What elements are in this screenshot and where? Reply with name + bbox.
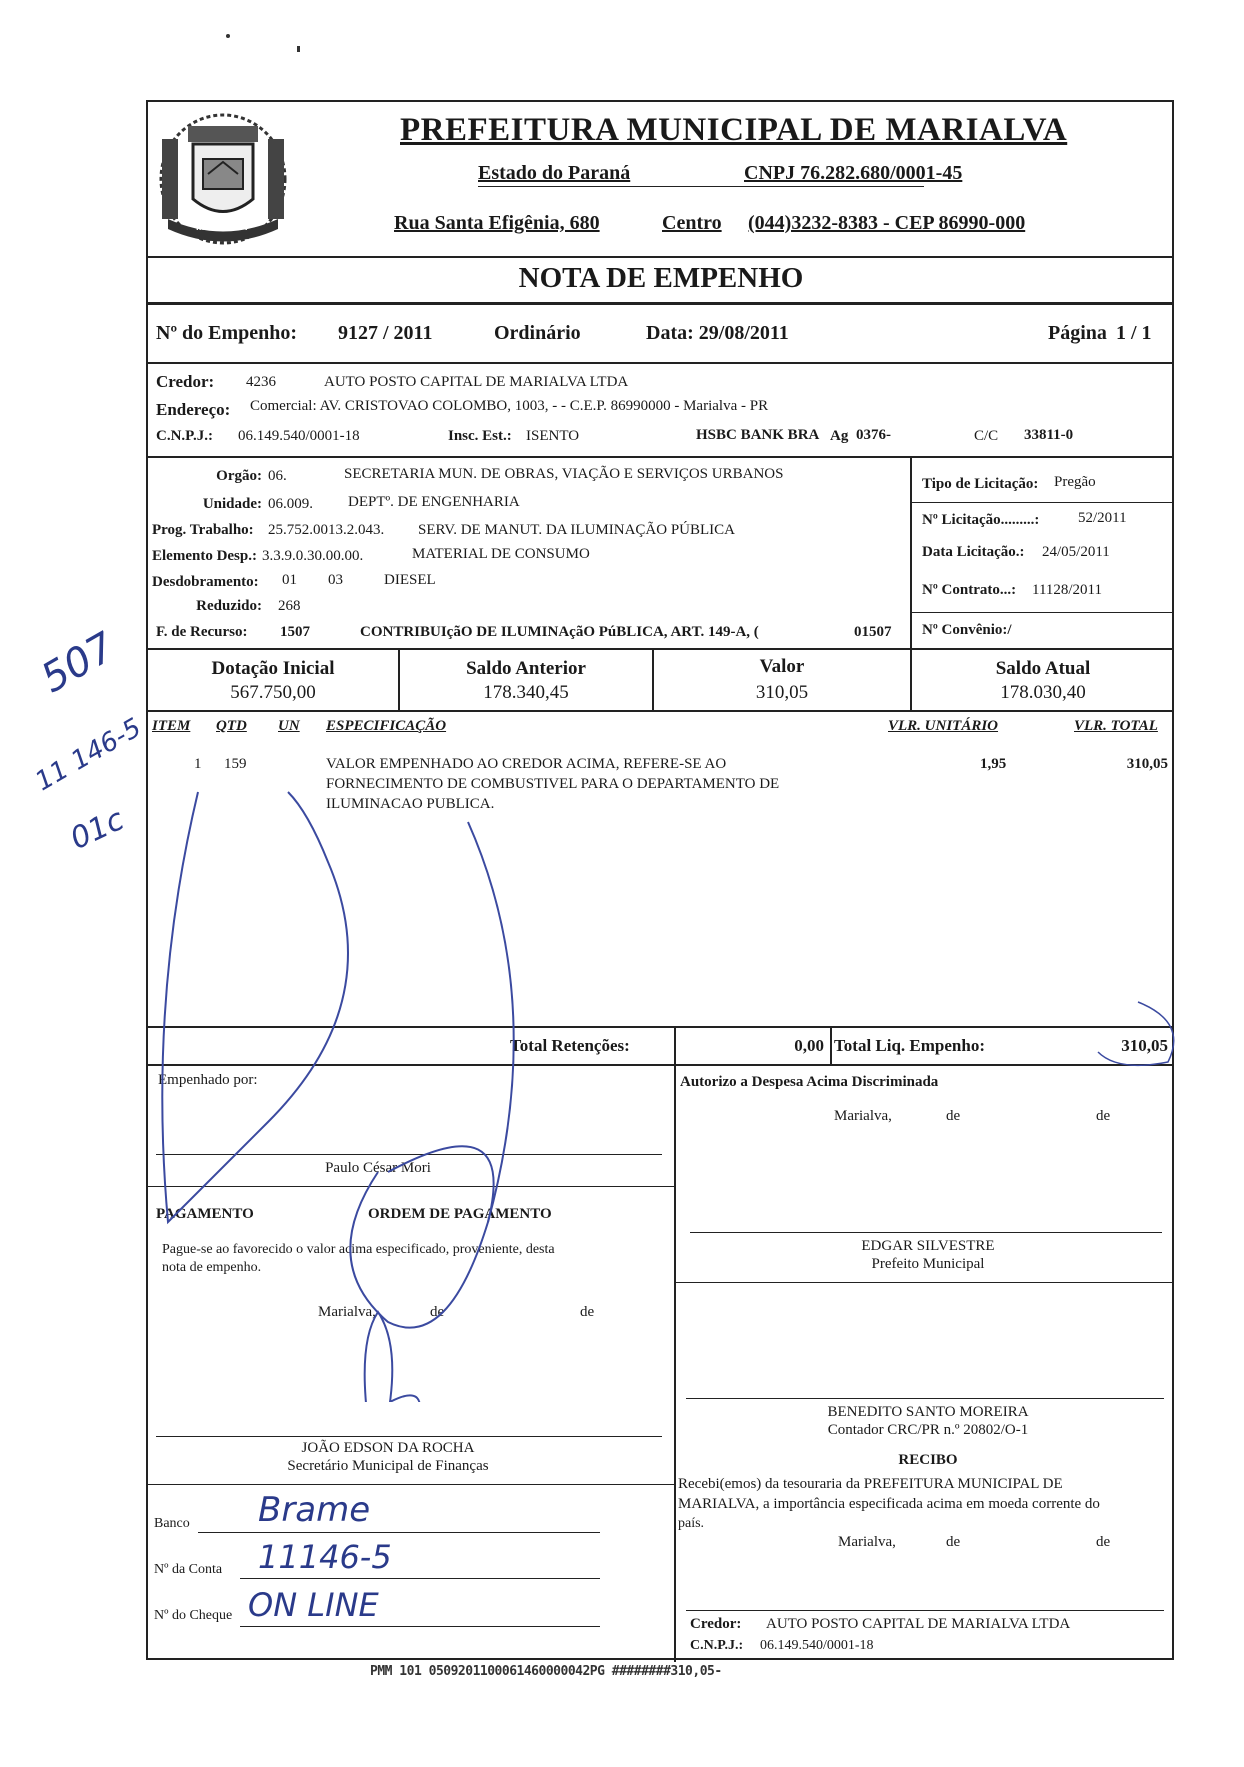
stray-mark: [297, 46, 300, 52]
doc-title: NOTA DE EMPENHO: [518, 262, 804, 294]
prog-code: 25.752.0013.2.043.: [268, 522, 385, 538]
orgao-name: SECRETARIA MUN. DE OBRAS, VIAÇÃO E SERVIÇOS URBANOS: [344, 466, 784, 482]
recurso-code: 1507: [280, 624, 310, 640]
autorizo-de2: de: [1096, 1108, 1111, 1124]
dotacao-value: 567.750,00: [230, 682, 316, 703]
pagamento-label: PAGAMENTO: [156, 1206, 254, 1222]
cheque-handwritten: ON LINE: [248, 1586, 379, 1624]
saldo-anterior-label: Saldo Anterior: [466, 658, 586, 679]
insc-value: ISENTO: [526, 428, 580, 444]
valor-label: Valor: [759, 656, 805, 677]
header-neighborhood: Centro: [662, 212, 722, 234]
header-address: Rua Santa Efigênia, 680: [394, 212, 600, 234]
saldo-anterior-value: 178.340,45: [483, 682, 569, 703]
recurso-name: CONTRIBUIçãO DE ILUMINAçãO PúBLICA, ART. 149-A, (: [360, 624, 759, 640]
account-value: 33811-0: [1024, 427, 1074, 443]
signature-line: [156, 1436, 662, 1437]
ordem-pagamento-label: ORDEM DE PAGAMENTO: [368, 1206, 552, 1222]
col-qtd: QTD: [216, 718, 247, 734]
banco-handwritten: Brame: [258, 1490, 371, 1530]
empenho-number: 9127 / 2011: [338, 322, 433, 344]
page-value: 1 / 1: [1116, 322, 1152, 344]
convenio-label: Nº Convênio:/: [922, 622, 1012, 638]
retencoes-label: Total Retenções:: [510, 1036, 630, 1055]
cnpj-value: 06.149.540/0001-18: [238, 428, 360, 444]
tipo-licitacao-label: Tipo de Licitação:: [922, 476, 1039, 492]
reduzido-label: Reduzido:: [196, 598, 262, 614]
conta-handwritten: 11146-5: [258, 1538, 392, 1576]
recibo-line3: país.: [678, 1516, 705, 1531]
elemento-label: Elemento Desp.:: [152, 548, 257, 564]
item-spec-line2: FORNECIMENTO DE COMBUSTIVEL PARA O DEPARTAMENTO DE: [326, 776, 780, 792]
conta-label: Nº da Conta: [154, 1562, 223, 1577]
margin-note-3: 01c: [65, 802, 130, 857]
page-label: Página: [1048, 322, 1107, 344]
autorizo-label: Autorizo a Despesa Acima Discriminada: [680, 1074, 939, 1090]
pagamento-de2: de: [580, 1304, 595, 1320]
divider: [912, 612, 1174, 613]
reduzido-value: 268: [278, 598, 301, 614]
desdobramento-label: Desdobramento:: [152, 574, 259, 590]
divider: [910, 456, 912, 648]
secretario-name: JOÃO EDSON DA ROCHA: [301, 1440, 475, 1456]
col-un: UN: [278, 718, 300, 734]
recibo-de1: de: [946, 1534, 961, 1550]
credor-label: Credor:: [156, 372, 215, 391]
divider: [148, 256, 1174, 258]
valor-value: 310,05: [755, 682, 809, 703]
recibo-cnpj-value: 06.149.540/0001-18: [760, 1638, 874, 1653]
header-phone-cep: (044)3232-8383 - CEP 86990-000: [748, 212, 1026, 234]
header-state: Estado do Paraná: [478, 162, 631, 184]
desdobramento-code2: 03: [328, 572, 343, 588]
item-number: 1: [194, 756, 202, 772]
recibo-cnpj-label: C.N.P.J.:: [690, 1638, 744, 1653]
empenhado-label: Empenhado por:: [158, 1072, 258, 1088]
empenho-type: Ordinário: [494, 322, 581, 344]
cheque-label: Nº do Cheque: [154, 1608, 233, 1623]
data-licitacao-label: Data Licitação.:: [922, 544, 1025, 560]
divider: [148, 362, 1174, 364]
account-label: C/C: [974, 428, 999, 444]
pagamento-place: Marialva,: [318, 1304, 376, 1320]
pague-line2: nota de empenho.: [162, 1260, 262, 1275]
saldo-atual-value: 178.030,40: [1000, 682, 1086, 703]
municipal-seal: [148, 104, 298, 254]
bank-name: HSBC BANK BRA: [696, 427, 820, 443]
divider: [148, 648, 1174, 650]
credor-name: AUTO POSTO CAPITAL DE MARIALVA LTDA: [324, 374, 629, 390]
empenho-label: Nº do Empenho:: [156, 322, 298, 344]
col-item: ITEM: [152, 718, 191, 734]
retencoes-value: 0,00: [794, 1036, 824, 1055]
elemento-name: MATERIAL DE CONSUMO: [412, 546, 590, 562]
insc-label: Insc. Est.:: [448, 428, 512, 444]
recibo-title: RECIBO: [898, 1452, 958, 1468]
margin-note-2: 11 146-5: [30, 712, 147, 798]
pagamento-de1: de: [430, 1304, 445, 1320]
nota-de-empenho-document: [146, 100, 1174, 1660]
cnpj-label: C.N.P.J.:: [156, 428, 213, 444]
handwritten-signature-marks: [128, 702, 1188, 1402]
desdobramento-name: DIESEL: [384, 572, 436, 588]
item-unit-value: 1,95: [980, 756, 1007, 772]
prefeito-name: EDGAR SILVESTRE: [861, 1238, 995, 1254]
footer-machine-code: PMM 101 0509201100061460000042PG ########310,05-: [370, 1664, 722, 1679]
cheque-line: [240, 1626, 600, 1627]
credor-code: 4236: [246, 374, 276, 390]
divider: [148, 456, 1174, 458]
orgao-label: Orgão:: [216, 468, 262, 484]
desdobramento-code1: 01: [282, 572, 297, 588]
num-licitacao-label: Nº Licitação.........:: [922, 512, 1040, 528]
recibo-de2: de: [1096, 1534, 1111, 1550]
contador-name: BENEDITO SANTO MOREIRA: [827, 1404, 1029, 1420]
elemento-code: 3.3.9.0.30.00.00.: [262, 548, 364, 564]
tipo-licitacao-value: Pregão: [1054, 474, 1096, 490]
contador-title: Contador CRC/PR n.º 20802/O-1: [827, 1422, 1029, 1438]
item-qtd: 159: [224, 756, 247, 772]
liq-empenho-label: Total Liq. Empenho:: [834, 1036, 985, 1055]
agency-value: 0376-: [856, 427, 891, 443]
unidade-code: 06.009.: [268, 496, 313, 512]
num-licitacao-value: 52/2011: [1078, 510, 1127, 526]
col-vlr-total: VLR. TOTAL: [1074, 718, 1158, 734]
prefeito-title: Prefeito Municipal: [871, 1256, 985, 1272]
divider: [148, 302, 1174, 305]
data-licitacao-value: 24/05/2011: [1042, 544, 1110, 560]
conta-line: [240, 1578, 600, 1579]
item-total-value: 310,05: [1126, 756, 1168, 772]
prog-label: Prog. Trabalho:: [152, 522, 254, 538]
contrato-value: 11128/2011: [1032, 582, 1102, 598]
orgao-code: 06.: [268, 468, 287, 484]
item-spec-line1: VALOR EMPENHADO AO CREDOR ACIMA, REFERE-SE AO: [326, 756, 727, 772]
empenho-date: Data: 29/08/2011: [646, 322, 789, 344]
recurso-code2: 01507: [854, 624, 892, 640]
endereco-value: Comercial: AV. CRISTOVAO COLOMBO, 1003, - - C.E.P. 86990000 - Marialva - PR: [250, 398, 769, 414]
saldo-atual-label: Saldo Atual: [995, 658, 1091, 679]
divider: [912, 502, 1174, 503]
unidade-label: Unidade:: [202, 496, 262, 512]
prog-name: SERV. DE MANUT. DA ILUMINAÇÃO PÚBLICA: [418, 522, 736, 538]
contrato-label: Nº Contrato...:: [922, 582, 1017, 598]
col-especificacao: ESPECIFICAÇÃO: [326, 718, 447, 734]
recibo-line2: MARIALVA, a importância especificada acima em moeda corrente do: [678, 1496, 1100, 1512]
autorizo-de1: de: [946, 1108, 961, 1124]
header-state-underline: [478, 186, 924, 187]
secretario-title: Secretário Municipal de Finanças: [287, 1458, 489, 1474]
banco-label: Banco: [154, 1516, 190, 1531]
agency-label: Ag: [830, 428, 849, 444]
autorizo-place: Marialva,: [834, 1108, 892, 1124]
signature-line: [686, 1610, 1164, 1611]
col-vlr-unitario: VLR. UNITÁRIO: [888, 718, 999, 734]
stray-mark: [226, 34, 230, 38]
endereco-label: Endereço:: [156, 400, 231, 419]
recibo-place: Marialva,: [838, 1534, 896, 1550]
unidade-name: DEPTº. DE ENGENHARIA: [348, 494, 520, 510]
liq-empenho-value: 310,05: [1121, 1036, 1168, 1055]
recibo-credor-label: Credor:: [690, 1616, 742, 1632]
seal-text: MARIALVA: [196, 222, 248, 233]
dotacao-label: Dotação Inicial: [211, 658, 335, 679]
recibo-credor-value: AUTO POSTO CAPITAL DE MARIALVA LTDA: [766, 1616, 1071, 1632]
divider: [148, 1484, 674, 1485]
banco-line: [198, 1532, 600, 1533]
header-title: PREFEITURA MUNICIPAL DE MARIALVA: [400, 112, 1068, 148]
empenhado-name: Paulo César Mori: [325, 1160, 431, 1176]
pague-line1: Pague-se ao favorecido o valor acima especificado, proveniente, desta: [162, 1242, 555, 1257]
header-cnpj: CNPJ 76.282.680/0001-45: [744, 162, 963, 184]
margin-note-1: 507: [33, 623, 123, 703]
recibo-line1: Recebi(emos) da tesouraria da PREFEITURA MUNICIPAL DE: [678, 1476, 1063, 1492]
item-spec-line3: ILUMINACAO PUBLICA.: [326, 796, 495, 812]
recurso-label: F. de Recurso:: [156, 624, 248, 640]
